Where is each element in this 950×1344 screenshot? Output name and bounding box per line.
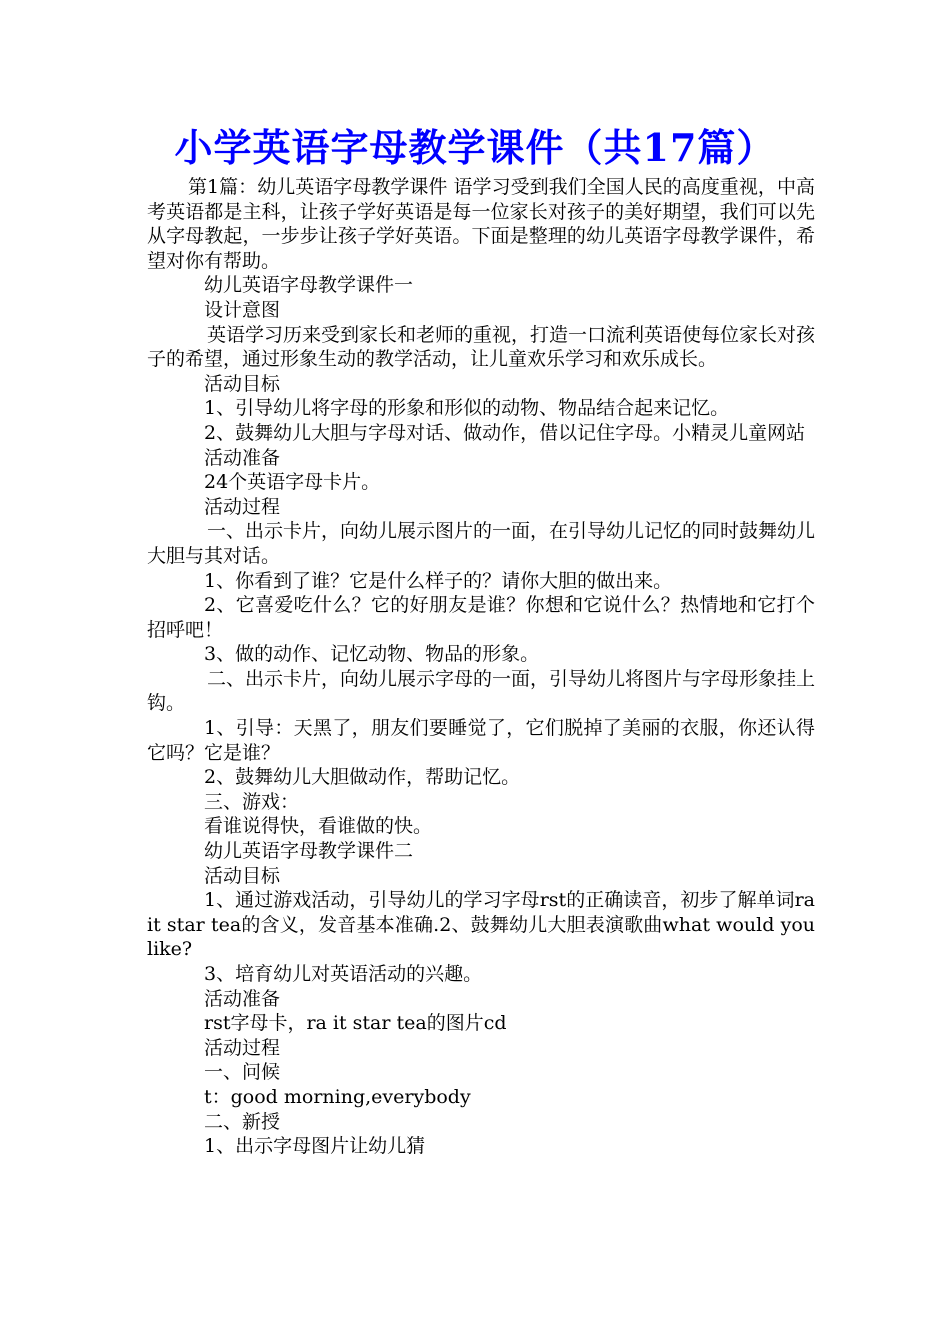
paragraph: 2、它喜爱吃什么？它的好朋友是谁？你想和它说什么？热情地和它打个招呼吧！ xyxy=(147,594,815,641)
paragraph: 活动过程 xyxy=(204,1036,281,1059)
paragraph: 一、问候 xyxy=(204,1061,281,1084)
paragraph: 3、做的动作、记忆动物、物品的形象。 xyxy=(204,643,540,666)
paragraph: 二、出示卡片，向幼儿展示字母的一面，引导幼儿将图片与字母形象挂上钩。 xyxy=(147,667,816,715)
paragraph: 三、游戏： xyxy=(204,790,300,813)
paragraph: 一、出示卡片，向幼儿展示图片的一面，在引导幼儿记忆的同时鼓舞幼儿大胆与其对话。 xyxy=(147,520,816,567)
paragraph: 英语学习历来受到家长和老师的重视，打造一口流利英语使每位家长对孩子的希望，通过形象生动的教学活动，让儿童欢乐学习和欢乐成长。 xyxy=(147,323,816,371)
paragraph: 2、鼓舞幼儿大胆做动作，帮助记忆。 xyxy=(204,766,521,789)
paragraph: 看谁说得快，看谁做的快。 xyxy=(204,815,433,838)
paragraph: 24个英语字母卡片。 xyxy=(204,471,381,494)
paragraph: 二、新授 xyxy=(204,1110,281,1133)
paragraph: 设计意图 xyxy=(204,298,281,321)
paragraph: rst字母卡，ra it star tea的图片cd xyxy=(204,1012,507,1035)
paragraph: 3、培育幼儿对英语活动的兴趣。 xyxy=(204,963,483,985)
paragraph: t：good morning,everybody xyxy=(204,1085,471,1108)
paragraph: 活动过程 xyxy=(204,495,281,518)
paragraph: 1、你看到了谁？它是什么样子的？请你大胆的做出来。 xyxy=(204,569,673,592)
paragraph: 幼儿英语字母教学课件二 xyxy=(204,840,414,863)
paragraph: 活动准备 xyxy=(204,446,281,469)
paragraph: 第1篇：幼儿英语字母教学课件 语学习受到我们全国人民的高度重视，中高考英语都是主科，让孩子学好英语是每一位家长对孩子的美好期望，我们可以先从字母教起，一步步让孩子学好英语。下面是整理的幼儿英语字母教学课件，希望对你有帮助。 xyxy=(147,176,815,272)
paragraph: 活动准备 xyxy=(204,987,281,1010)
paragraph: 2、鼓舞幼儿大胆与字母对话、做动作，借以记住字母。小精灵儿童网站 xyxy=(204,421,806,444)
paragraph: 1、引导幼儿将字母的形象和形似的动物、物品结合起来记忆。 xyxy=(204,397,730,420)
paragraph: 1、通过游戏活动，引导幼儿的学习字母rst的正确读音，初步了解单词ra it star tea的含义，发音基本准确.2、鼓舞幼儿大胆表演歌曲what would you like? xyxy=(147,889,815,961)
paragraph: 活动目标 xyxy=(204,864,281,887)
document-title: 小学英语字母教学课件（共17篇） xyxy=(174,125,776,170)
paragraph: 1、出示字母图片让幼儿猜 xyxy=(204,1135,426,1158)
document-body xyxy=(147,175,815,1159)
paragraph: 活动目标 xyxy=(204,372,281,395)
paragraph: 1、引导：天黑了，朋友们要睡觉了，它们脱掉了美丽的衣服，你还认得它吗？它是谁？ xyxy=(147,717,815,764)
paragraph: 幼儿英语字母教学课件一 xyxy=(204,274,414,297)
